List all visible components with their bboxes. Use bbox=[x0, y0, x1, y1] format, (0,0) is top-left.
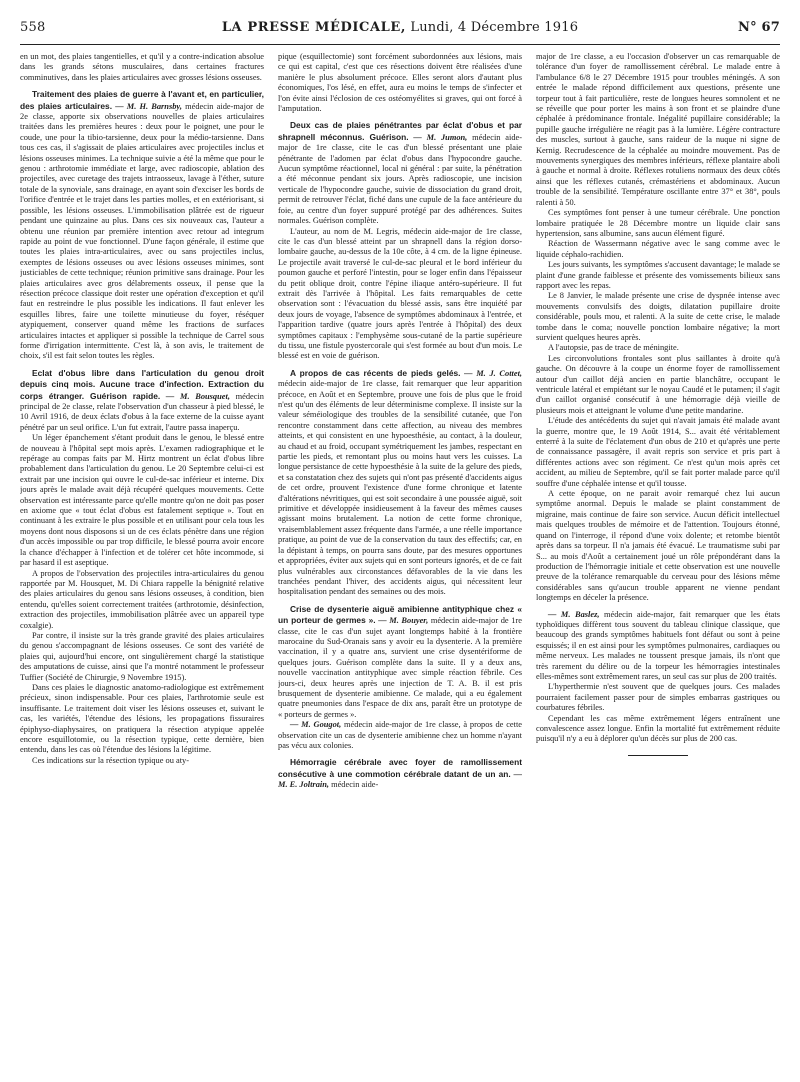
article-hemorragie-cerebrale bbox=[278, 757, 522, 790]
paragraph: Dans ces plaies le diagnostic anatomo-radiologique est extrêmement précieux, sinon indispensable. Pour ces plaies, l'arthrotomie seule est insuffisante. Le traitement doit viser les lésions osseuses et, suivant le cas, les variétés, l'étendue des lésions, les propagations fissuraires épiphyso-diaphysaires, on pratiquera la résection atypique appelée encore esquillotomie, ou la résection typique, cette dernière, bien entendu, dans les cas où l'étendue des lésions la légitime. bbox=[20, 682, 264, 755]
article-author: — M. Bousquet, bbox=[160, 391, 230, 401]
paragraph: L'auteur, au nom de M. Legris, médecin aide-major de 1re classe, cite le cas d'un blessé atteint par un shrapnell dans la région dorso-lombaire gauche, au-dessus de la 10e côte, à 4 cm. de la ligne épineuse. Le projectile avait traversé le cul-de-sac pleural et le bord inférieur du poumon gauche et perforé l'intestin, pour se loger enfin dans l'épaisseur du petit oblique droit, contre l'épine iliaque antéro-supérieure. Il fut extrait dès l'arrivée à l'hôpital. Les faits remarquables de cette observation sont : l'évacuation du blessé assis, sans être inquiété par deux jours de voyage, l'absence de symptômes abdominaux à l'entrée, et l'apparition tardive (quatre jours après l'entrée à l'hôpital) des deux symptômes capitaux : l'emphysème sous-cutané de la partie supérieure du tissu, une fistule pyostercorale qui s'est formée au bout d'un mois. Le blessé est en voie de guérison. bbox=[278, 226, 522, 361]
article-plaies-penetrantes bbox=[278, 120, 522, 361]
paragraph: Ces symptômes font penser à une tumeur cérébrale. Une ponction lombaire pratiquée le 28 Décembre montre un liquide clair sans hypertension, sans albumine, sans aucun élément figuré. bbox=[536, 208, 780, 238]
page-header bbox=[20, 20, 780, 42]
paragraph: Cependant les cas même extrêmement légers entraînent une convalescence assez longue. Enfin la mortalité fut extrêmement réduite puisqu'il n'y a eu à déplorer qu'un décès sur plus de 200 cas. bbox=[536, 713, 780, 744]
article-body: médecin aide-major de 1re classe, fait remarquer que leur apparition précoce, en Août et en Septembre, prouve une fois de plus que le froid n'est qu'un des éléments de leur déterminisme complexe. Il insiste sur la valeur séméiologique des troubles de la sensibilité cutanée, que l'on rencontre constamment dans cette affection, au niveau des membres atteints, et qui consistent en une hypoesthésie, au contact, à la douleur, au chaud et au froid, occupant symétriquement les jambes, respectant en partie les pieds, et remontant plus ou moins haut vers les cuisses. La longue persistance de cette hypoesthésie à la suite de la gelure des pieds, et sa constatation chez des sujets qui n'ont pas présenté d'accidents aigus de cet ordre, prouvent l'existence d'une forme chronique et latente d'altérations névritiques, qui est soit secondaire à une poussée aiguë, soit primitive et développée insidieusement à la faveur des mêmes causes agissant moins brutalement. La notion de cette forme chronique, vraisemblablement assez fréquente dans l'armée, a une réelle importance pratique, au point de vue de la conservation du taux des effectifs; car, en la dépistant à temps, on pourra sans doute, par des mesures opportunes et appropriées, éviter aux sujets qui en sont porteurs ignorés, et de ce fait plus vulnérables aux circonstances défavorables de la vie dans les tranchées pendant l'hiver, des accidents aigus, qui nécessitent leur hospitalisation pendant des semaines ou des mois. bbox=[278, 379, 522, 597]
paragraph: pique (esquillectomie) sont forcément subordonnées aux lésions, mais ce qui est capital, c'est que ces résections doivent être réalisées d'une manière le plus absolument précoce. Elles seront alors d'autant plus économiques, l'os lésé, en effet, aura eu moins le temps de s'infecter et l'on évite ainsi l'éclosion de ces ostéomyélites si graves, qui ont forcé à l'amputation. bbox=[278, 52, 522, 114]
paragraph: Les jours suivants, les symptômes s'accusent davantage; le malade se plaint d'une grande faiblesse et présente des vomissements bilieux sans rapport avec les repas. bbox=[536, 260, 780, 290]
article-title: Crise de dysenterie aiguë amibienne antityphique chez « un porteur de germes ». bbox=[278, 603, 522, 626]
issue-date: Lundi, 4 Décembre 1916 bbox=[406, 20, 579, 35]
paragraph: Un léger épanchement s'étant produit dans le genou, le blessé entre de nouveau à l'hôpital sept mois après. L'examen radiographique et le repérage au compas faits par M. Hirtz montrent un éclat d'obus libre probablement dans l'articulation du genou. Le 20 Septembre celui-ci est extrait par une incision qui ouvre le cul-de-sac inférieur et interne. Dix jours après le malade avait déjà récupéré quelques mouvements. Cette observation est intéressante parce qu'elle montre qu'on ne doit pas poser en axiome que « tout éclat d'obus est fatalement septique ». Tout en continuant à les extraire le plus possible et en utilisant pour cela tous les moyens dont nous disposons si un de ces éclats pénètre dans une région d'un accès impossible ou par trop difficile, le blessé pourra avoir encore la chance d'échapper à l'infection et de tolérer cet hôte incommode, si par hasard il est aseptique. bbox=[20, 433, 264, 568]
issue-number: N° 67 bbox=[738, 20, 780, 35]
article-eclat-obus-genou bbox=[20, 368, 264, 766]
column-middle bbox=[278, 52, 522, 1074]
end-rule bbox=[628, 755, 688, 756]
paragraph: en un mot, des plaies tangentielles, et qu'il y a contre-indication absolue dans les grands sétons musculaires, dans certaines fractures comminutives, dans les plaies articulaires avec grosses lésions osseuses. bbox=[20, 52, 264, 82]
page-number: 558 bbox=[20, 20, 46, 35]
paragraph: Réaction de Wassermann négative avec le sang comme avec le liquide céphalo-rachidien. bbox=[536, 239, 780, 259]
article-title: A propos de cas récents de pieds gelés. bbox=[290, 367, 461, 378]
column-right bbox=[536, 52, 780, 1074]
paragraph: L'hyperthermie n'est souvent que de quelques jours. Ces malades pourraient facilement passer pour de simples embarras gastriques ou courbatures fébriles. bbox=[536, 682, 780, 713]
article-author: — M. Bouyer, bbox=[375, 616, 429, 626]
article-dysenterie-amibienne bbox=[278, 604, 522, 752]
article-title: Traitement des plaies de guerre à l'avant et, en particulier, des plaies articulaires. bbox=[20, 89, 264, 111]
paragraph: médecin aide-major de 1re classe, à propos de cette observation cite un cas de dysenterie amibienne chez un homme n'ayant pas vécu aux colonies. bbox=[278, 720, 522, 750]
paragraph: major de 1re classe, a eu l'occasion d'observer un cas remarquable de tolérance d'un foyer de ramollissement cérébral. Le malade entre à l'ambulance 6/8 le 27 Décembre 1915 pour troubles méningés. A son entrée le malade répond difficilement aux questions, présente une torpeur tout à fait particulière, reste de longues heures somnolent et ne se réveille que pour porter les mains à son front et se plaindre d'une céphalée à prédominance frontale. Inégalité pupillaire considérable; la pupille gauche irrégulière ne réagit pas à la lumière. Légère contracture des muscles, surtout à gauche, sans raideur de la nuque ni signe de Kernig. Recrudescence de la céphalée au moindre mouvement. Pas de mouvements synergiques des membres inférieurs, réflexe plantaire aboli à gauche et normal à droite. Réflexes rotuliens normaux des deux côtés ainsi que les réflexes cutanés, crémastériens et abdominaux. Aucun trouble de la sensibilité. Température oscillante entre 37° et 38°, pouls ralenti à 50. bbox=[536, 52, 780, 207]
article-body: médecin aide-major de 2e classe, apporte six observations nouvelles de plaies articulaires traitées dans les premières heures : deux pour le poignet, une pour le coude, une pour la tibio-tarsienne, deux pour la médio-tarsienne. Dans tous ces cas, il s'agissait de plaies articulaires avec projectiles inclus et lésions osseuses minimes. La technique suivie a été la même que pour le genou : arthrotomie immédiate et large, avec radioscopie, ablation des projectiles, avec curetage des trajets intraosseux, lavage à l'éther, suture totale de la synoviale, sans drainage, en ayant soin d'exciser les bords de l'orifice d'entrée et le trajet dans les parties molles, et en extériorisant, si possible, les lésions osseuses. L'immobilisation plâtrée est de rigueur pendant une quinzaine au plus. Dans ces six nouveaux cas, l'auteur a obtenu une réunion par première intention avec retour ad integrum rapide au point de vue fonctionnel. D'une façon générale, il estime que toutes les plaies intra-articulaires, avec ou sans projectiles inclus, exemptes de lésions osseuses ou avec lésions osseuses minimes, sont justiciables de cette technique; réunion primitive sans drainage. Pour les plaies articulaires avec gros délabrements osseux, il pense que la résection précoce classique doit rester une opération d'exception et qu'il faut en restreindre le plus possible les indications. Il faut enlever les esquilles libres, faire une toilette minutieuse du foyer, réséquer atypiquement, conserver quand même les fractions de surfaces articulaires intactes et appliquer si possible la technique de Carrel sous forme d'irrigation intermittente. C'est là, à son avis, le traitement de choix, s'il est fait selon toutes les règles. bbox=[20, 101, 264, 361]
article-body: médecin aide- bbox=[328, 780, 379, 790]
article-author: — M. Gougot, bbox=[290, 720, 342, 730]
article-body: médecin aide-major de 1re classe, cite le cas d'un sujet ayant longtemps habité à la frontière marocaine du Sud-Oranais sans y avoir eu la dysenterie. A la première vaccination, il y a quatre ans, survient une crise dysentériforme de quelques jours. Guérison complète dans la suite. Il y a deux ans, nouvelle vaccination antityphique avec simple réaction fébrile. Ces jours-ci, deux heures après une injection de T. A. B. il est pris brusquement de dysenterie amibienne. Ce malade, qui a eu également quatre pneumonies dans l'espace de dix ans, paraît être un prototype de « porteurs de germes ». bbox=[278, 616, 522, 719]
article-title: Eclat d'obus libre dans l'articulation du genou droit depuis cinq mois. Aucune trace d'infection. Extraction du corps étranger. Guérison rapide. bbox=[20, 367, 264, 401]
article-body: médecin aide-major de 1re classe, cite le cas d'un blessé présentant une plaie pénétrante de l'adomen par éclat d'obus dans l'hypocondre gauche. Aucun symptôme réactionnel, local ni général : par suite, la pénétration a été méconnue pendant six jours. Après radioscopie, une incision verticale de l'hypocondre gauche, suivie de dissociation du grand droit, permit de retrouver l'éclat, fiché dans une cupule de la face antérieure du foie, au centre d'un foyer suppuré protégé par des adhérences. Suites normales. Guérison complète. bbox=[278, 132, 522, 226]
article-plaies-de-guerre bbox=[20, 89, 264, 362]
article-title: Hémorragie cérébrale avec foyer de ramollissement consécutive à une commotion cérébrale datant de un an. bbox=[278, 757, 522, 779]
journal-name: LA PRESSE MÉDICALE, bbox=[221, 20, 407, 35]
paragraph: Par contre, il insiste sur la très grande gravité des plaies articulaires du genou s'accompagnant de lésions osseuses. Ce sont des variété de plaies qui, aujourd'hui encore, ont singulièrement chargé la statistique des amputations de cuisse, ainsi que l'a montré notamment le professeur Tuffier (Société de Chirurgie, 9 Novembre 1915). bbox=[20, 630, 264, 682]
article-pieds-geles bbox=[278, 368, 522, 598]
article-body: médecin principal de 2e classe, relate l'observation d'un chasseur à pied blessé, le 10 Avril 1916, de deux éclats d'obus à la face externe de la cuisse ayant pénétré par un seul orifice. L'un fut extrait, l'autre passa inaperçu. bbox=[20, 391, 264, 432]
article-author: — M. J. Cottet, bbox=[460, 368, 522, 378]
header-rule bbox=[20, 44, 780, 45]
article-author: — M. E. Joltrain, bbox=[278, 769, 522, 790]
column-left bbox=[20, 52, 264, 1074]
article-title: Deux cas de plaies pénétrantes par éclat d'obus et par shrapnell méconnus. Guérison. bbox=[278, 120, 522, 142]
article-author: — M. Jumon, bbox=[408, 132, 468, 142]
paragraph: L'étude des antécédents du sujet qui n'avait jamais été malade avant la guerre, montre que, le 19 Août 1914, S... avait été véritablement enterré à la suite de l'éclatement d'un obus de 210 et qu'après une perte de connaissance passagère, il avait repris son service et pris part à différentes actions avec son régiment. Ce n'est qu'un mois après cet accident, au milieu de Septembre, qu'il se fait porter malade parce qu'il souffre d'une céphalée intense et qu'il tousse. bbox=[536, 416, 780, 488]
paragraph: médecin aide-major, fait remarquer que les états typhoïdiques diffèrent tous souvent du tableau clinique classique, que beaucoup des grands symptômes habituels font défaut ou sont à peine esquissés; il en est ainsi pour les symptômes pulmonaires, cardiaques ou même nerveux. Les malades ne toussent presque jamais, ils n'ont que très rarement du délire ou de la torpeur les hémorragies intestinales elles-mêmes sont extrêmement rares, un seul cas sur plus de 200 traités. bbox=[536, 609, 780, 681]
paragraph: A cette époque, on ne parait avoir remarqué chez lui aucun symptôme anormal. Depuis le malade se plaint constamment de migraine, mais continue de faire son service. Aucun déficit intellectuel mais quelques troubles de mémoire et de l'attention. Toujours étonné, quand on l'interroge, il répond d'une voix dolente; et retombe bientôt après dans sa torpeur. Il n'a jamais été évacué. Le traumatisme subi par S... au mois d'Août a certainement joué un rôle prépondérant dans la production de l'hémorragie initiale et cette observation est une nouvelle preuve de la tolérance remarquable du cerveau pour des lésions même considérables sans qu'aucun trouble apparent ne vienne pendant longtemps en déceler la présence. bbox=[536, 489, 780, 603]
article-author: — M. H. Barnsby, bbox=[112, 101, 182, 111]
paragraph: A l'autopsie, pas de trace de méningite. bbox=[548, 343, 679, 353]
paragraph: Le 8 Janvier, le malade présente une crise de dyspnée intense avec mouvements convulsifs des doigts, dilatation pupillaire droite considérable, pouls mou, et ralenti. A la suite de cette crise, le malade tombe dans le coma; nouvelle ponction lombaire négative; la mort survient quelques heures après. bbox=[536, 291, 780, 342]
paragraph: Les circonvolutions frontales sont plus saillantes à droite qu'à gauche. On découvre à la coupe un énorme foyer de ramollissement autour d'un caillot déjà ancien en partie blanchâtre, occupant le ventricule latéral et empiétant sur le noyau Caudé et le putamen; il s'agit d'un caillot organisé consécutif à une hémorragie déjà vieille de plusieurs mois et atteignant le volume d'une petite mandarine. bbox=[536, 353, 780, 415]
article-author: — M. Baslez, bbox=[548, 609, 600, 619]
paragraph: Ces indications sur la résection typique ou aty- bbox=[32, 755, 189, 765]
running-title bbox=[90, 20, 710, 35]
text-columns bbox=[20, 52, 780, 1074]
paragraph: A propos de l'observation des projectiles intra-articulaires du genou rapportée par M. Housquet, M. Di Chiara rappelle la bénignité relative des plaies articulaires du genou sans lésions osseuses, à condition, bien entendu, qu'elles soient correctement traitées (arthrotomie, désinfection, extraction des projectiles, immobilisation plâtrée avec un appareil type coxalgie). bbox=[20, 568, 264, 630]
